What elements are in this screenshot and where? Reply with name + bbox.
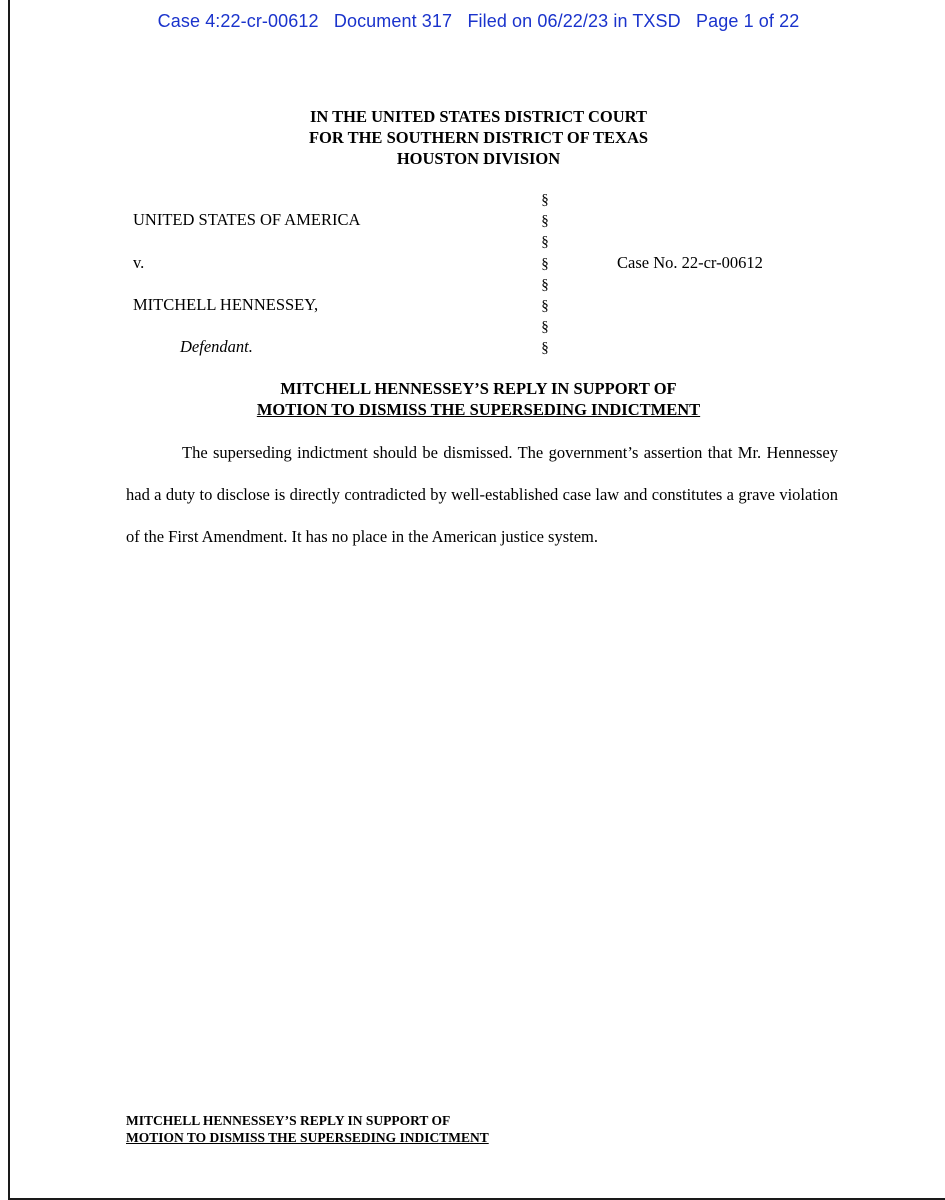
body-paragraph: The superseding indictment should be dismissed. The government’s assertion that Mr. Hennessey had a duty to disclose is directly contradicted by well-established case law and constitutes a grave violation of the First Amendment. It has no place in the American justice system. <box>126 443 838 546</box>
page-footer-title <box>126 1112 489 1146</box>
court-heading-line-3: HOUSTON DIVISION <box>396 149 561 168</box>
ecf-filing-header: Case 4:22-cr-00612 Document 317 Filed on 06/22/23 in TXSD Page 1 of 22 <box>157 11 800 31</box>
court-heading-line-1: IN THE UNITED STATES DISTRICT COURT <box>309 107 647 126</box>
section-symbol: § <box>541 255 549 272</box>
document-page <box>8 0 945 1200</box>
plaintiff-name: UNITED STATES OF AMERICA <box>133 210 361 229</box>
section-symbol: § <box>541 234 549 251</box>
footer-title-line-2: MOTION TO DISMISS THE SUPERSEDING INDICTMENT <box>126 1130 489 1145</box>
document-title-line-1: MITCHELL HENNESSEY’S REPLY IN SUPPORT OF <box>280 379 677 398</box>
section-symbol: § <box>541 276 549 293</box>
footer-title-line-1: MITCHELL HENNESSEY’S REPLY IN SUPPORT OF <box>126 1113 451 1128</box>
versus-label: v. <box>133 253 145 272</box>
court-heading <box>10 106 945 169</box>
section-symbol-column <box>535 190 555 360</box>
case-caption <box>10 190 945 360</box>
case-number: Case No. 22-cr-00612 <box>617 253 763 272</box>
section-symbol: § <box>541 340 549 357</box>
defendant-role: Defendant. <box>180 337 253 356</box>
defendant-name: MITCHELL HENNESSEY, <box>133 295 319 314</box>
document-title-line-2: MOTION TO DISMISS THE SUPERSEDING INDICTMENT <box>256 400 701 419</box>
document-title <box>10 378 945 420</box>
section-symbol: § <box>541 213 549 230</box>
section-symbol: § <box>541 319 549 336</box>
court-heading-line-2: FOR THE SOUTHERN DISTRICT OF TEXAS <box>308 128 649 147</box>
section-symbol: § <box>541 192 549 208</box>
section-symbol: § <box>541 298 549 315</box>
